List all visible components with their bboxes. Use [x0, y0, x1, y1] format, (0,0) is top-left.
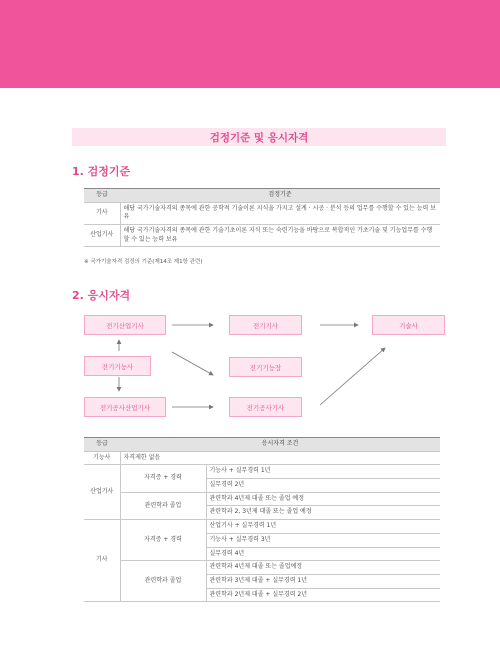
flow-box-master: 전기기능장 — [229, 357, 302, 377]
cond-cell: 관련학과 3년제 대졸 + 실무경력 1년 — [206, 574, 440, 588]
table-row — [84, 451, 440, 465]
table-row — [84, 520, 440, 534]
table-row — [84, 561, 440, 575]
cond-cell: 산업기사 + 실무경력 1년 — [206, 520, 440, 534]
cond-cell: 관련학과 2, 3년제 대졸 또는 졸업 예정 — [206, 506, 440, 520]
cond-cell: 실무경력 4년 — [206, 547, 440, 561]
page-title: 검정기준 및 응시자격 — [209, 131, 309, 144]
category-cell: 자격증 + 경력 — [120, 520, 206, 561]
table-row — [84, 492, 440, 506]
section2-heading: 2. 응시자격 — [72, 289, 131, 302]
grade-cell: 기사 — [84, 520, 120, 602]
flow-box-craftsman: 전기기능사 — [84, 356, 151, 376]
cond-cell: 기능사 + 실무경력 3년 — [206, 533, 440, 547]
table-header-row — [84, 438, 440, 452]
flow-box-pe: 기술사 — [372, 315, 445, 335]
category-cell: 관련학과 졸업 — [120, 561, 206, 602]
cond-cell: 관련학과 4년제 대졸 또는 졸업예정 — [206, 561, 440, 575]
col-grade: 등급 — [84, 189, 120, 203]
flow-box-const-engineer: 전기공사기사 — [229, 397, 302, 417]
col-standard: 검정기준 — [120, 189, 440, 203]
qualification-table — [84, 437, 440, 602]
standard-cell: 해당 국가기술자격의 종목에 관한 기술기초이론 지식 또는 숙련기능을 바탕으로 복합적인 기초기술 및 기능업무를 수행할 수 있는 능력 보유 — [120, 225, 440, 247]
cond-cell: 기능사 + 실무경력 1년 — [206, 465, 440, 479]
standard-note: ※ 국가기술자격 검정의 기준(제14조 제1항 관련) — [84, 259, 203, 265]
cond-cell: 자격제한 없음 — [120, 451, 440, 465]
grade-cell: 기사 — [84, 202, 120, 224]
cond-cell: 관련학과 2년제 대졸 + 실무경력 2년 — [206, 588, 440, 602]
grade-cell: 산업기사 — [84, 465, 120, 520]
col-grade: 등급 — [84, 438, 120, 452]
grade-cell: 산업기사 — [84, 225, 120, 247]
arrow — [320, 348, 385, 405]
flow-box-industrial: 전기산업기사 — [84, 315, 166, 335]
col-cond: 응시자격 조건 — [120, 438, 440, 452]
category-cell: 자격증 + 경력 — [120, 465, 206, 492]
flow-box-engineer: 전기기사 — [229, 315, 302, 335]
cond-cell: 실무경력 2년 — [206, 479, 440, 493]
category-cell: 관련학과 졸업 — [120, 492, 206, 519]
flow-box-const-industrial: 전기공사산업기사 — [84, 397, 166, 417]
cond-cell: 관련학과 4년제 대졸 또는 졸업 예정 — [206, 492, 440, 506]
standard-cell: 해당 국가기술자격의 종목에 관한 공학적 기술이론 지식을 가지고 설계 · 시공 · 분석 등의 업무를 수행할 수 있는 능력 보유 — [120, 202, 440, 224]
arrow — [172, 352, 213, 375]
section1-heading: 1. 검정기준 — [72, 165, 131, 178]
grade-cell: 기능사 — [84, 451, 120, 465]
table-row — [84, 465, 440, 479]
